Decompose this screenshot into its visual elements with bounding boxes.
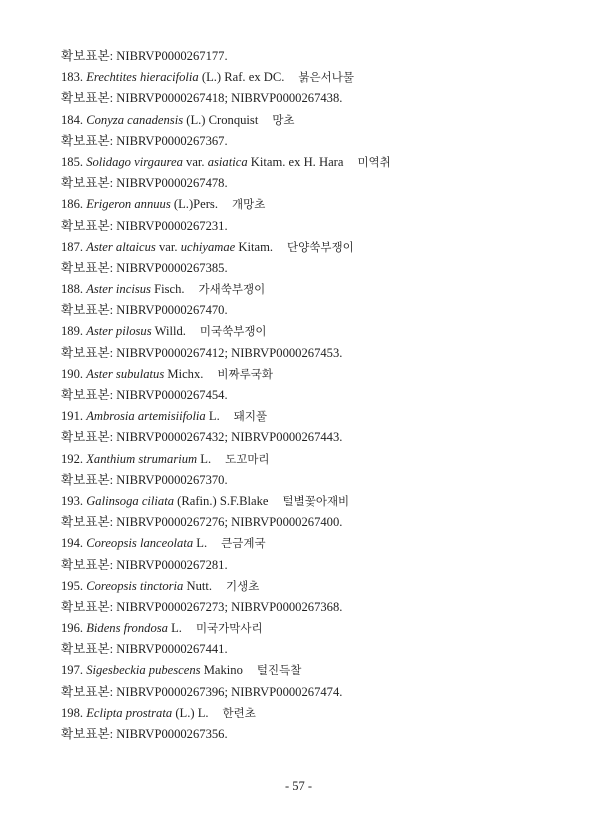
korean-name: 비짜루국화 [217,366,273,381]
taxon-number: 185. [61,154,84,169]
taxon-line [61,533,571,554]
specimen-line: 확보표본: NIBRVP0000267367. [61,133,228,148]
scientific-name: Galinsoga ciliata [86,493,175,508]
specimen-line: 확보표본: NIBRVP0000267273; NIBRVP0000267368. [61,599,343,614]
scientific-name: Aster incisus [86,282,151,297]
page-number: - 57 - [284,779,313,793]
taxon-line [61,449,571,470]
document-body [61,46,571,745]
author-citation: Fisch. [154,282,185,297]
author-citation: (Rafin.) S.F.Blake [177,493,269,508]
scientific-name: Erechtites hieracifolia [86,70,199,85]
scientific-name: Sigesbeckia pubescens [86,663,201,678]
scientific-name: Conyza canadensis [86,112,184,127]
taxon-number: 198. [61,705,84,720]
author-citation: (L.)Pers. [173,197,218,212]
korean-name: 도꼬마리 [225,451,270,466]
scientific-name: Eclipta prostrata [86,705,173,720]
korean-name: 미국쑥부쟁이 [199,324,267,339]
author-citation: Nutt. [186,578,213,593]
taxon-line [61,194,571,215]
korean-name: 돼지풀 [233,409,268,424]
specimen-line: 확보표본: NIBRVP0000267418; NIBRVP0000267438. [61,91,343,106]
scientific-name: Bidens frondosa [86,621,168,636]
specimen-line: 확보표본: NIBRVP0000267454. [61,388,228,402]
taxon-number: 187. [61,239,84,254]
rank-marker: var. [186,154,205,169]
author-citation: Kitam. ex H. Hara [250,154,344,169]
korean-name: 큰금계국 [221,536,266,551]
taxon-number: 189. [61,324,84,339]
specimen-line: 확보표본: NIBRVP0000267412; NIBRVP0000267453. [61,345,343,360]
korean-name: 털진득찰 [256,663,302,678]
taxon-number: 196. [61,621,84,636]
author-citation: (L.) Cronquist [186,112,259,127]
korean-name: 단양쑥부쟁이 [287,239,354,254]
korean-name: 개망초 [231,197,266,212]
author-citation: L. [200,451,212,466]
specimen-line: 확보표본: NIBRVP0000267177. [61,49,228,63]
korean-name: 가새쑥부쟁이 [198,282,266,297]
taxon-number: 183. [61,70,84,85]
scientific-name: Coreopsis tinctoria [86,578,184,593]
author-citation: L. [171,621,182,636]
taxon-line [61,279,571,300]
taxon-number: 197. [61,663,84,678]
infraspecific-name: asiatica [207,154,248,169]
scientific-name: Aster subulatus [86,366,165,381]
taxon-line [61,491,571,512]
taxon-line [61,618,571,639]
author-citation: Michx. [167,366,204,381]
scientific-name: Ambrosia artemisiifolia [86,409,206,424]
author-citation: L. [196,536,208,551]
specimen-line: 확보표본: NIBRVP0000267470. [61,303,228,318]
korean-name: 망초 [272,112,295,127]
specimen-line: 확보표본: NIBRVP0000267231. [61,218,228,233]
scientific-name: Aster altaicus [86,239,156,254]
specimen-line: 확보표본: NIBRVP0000267370. [61,472,228,487]
taxon-line [61,152,571,173]
taxon-number: 195. [61,578,84,593]
author-citation: Kitam. [238,239,274,254]
korean-name: 미역취 [357,154,391,169]
author-citation: Makino [203,663,243,678]
infraspecific-name: uchiyamae [180,239,236,254]
taxon-line [61,237,571,258]
author-citation: (L.) L. [175,705,209,720]
scientific-name: Xanthium strumarium [86,451,198,466]
korean-name: 털별꽃아재비 [282,493,350,508]
korean-name: 기생초 [226,578,260,593]
scientific-name: Erigeron annuus [86,197,171,212]
taxon-line [61,576,571,597]
taxon-line [61,660,571,681]
taxon-line [61,364,571,385]
korean-name: 미국가막사리 [195,621,263,636]
author-citation: L. [208,409,220,424]
taxon-line [61,406,571,427]
taxon-number: 194. [61,536,84,551]
specimen-line: 확보표본: NIBRVP0000267478. [61,176,228,191]
author-citation: Willd. [154,324,186,339]
specimen-line: 확보표본: NIBRVP0000267356. [61,727,228,741]
specimen-line: 확보표본: NIBRVP0000267281. [61,557,228,572]
taxon-number: 193. [61,493,84,508]
specimen-line: 확보표본: NIBRVP0000267432; NIBRVP0000267443. [61,430,343,445]
specimen-line: 확보표본: NIBRVP0000267385. [61,260,228,275]
scientific-name: Aster pilosus [86,324,152,339]
taxon-number: 190. [61,366,84,381]
taxon-number: 186. [61,197,84,212]
korean-name: 한련초 [222,705,256,720]
taxon-line [61,703,571,724]
specimen-line: 확보표본: NIBRVP0000267441. [61,642,228,657]
author-citation: (L.) Raf. ex DC. [201,70,285,85]
taxon-line [61,110,571,131]
taxon-line [61,67,571,88]
rank-marker: var. [158,239,178,254]
taxon-number: 191. [61,409,84,424]
taxon-number: 192. [61,451,84,466]
scientific-name: Coreopsis lanceolata [86,536,194,551]
specimen-line: 확보표본: NIBRVP0000267396; NIBRVP0000267474. [61,684,343,699]
taxon-number: 184. [61,112,84,127]
scientific-name: Solidago virgaurea [86,154,183,169]
korean-name: 붉은서나물 [298,70,354,85]
taxon-number: 188. [61,282,84,297]
taxon-line [61,321,571,342]
specimen-line: 확보표본: NIBRVP0000267276; NIBRVP0000267400. [61,515,343,530]
